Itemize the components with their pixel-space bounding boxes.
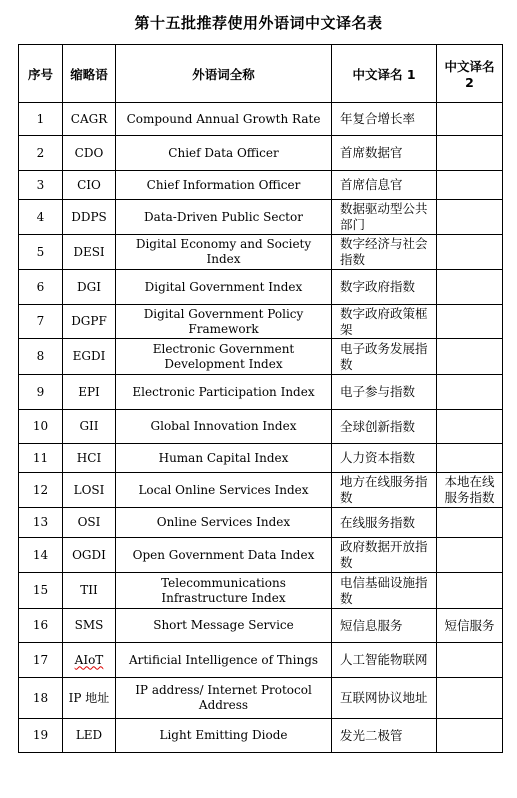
row-abbreviation: GII: [63, 410, 116, 444]
row-chinese-name-2: [437, 339, 503, 375]
row-chinese-name-2: [437, 719, 503, 753]
table-row: [19, 103, 503, 136]
row-chinese-name-1: 数字政府指数: [332, 270, 437, 305]
document-title: 第十五批推荐使用外语词中文译名表: [134, 14, 383, 32]
row-chinese-name-2: [437, 538, 503, 573]
table-row: [19, 678, 503, 719]
row-chinese-name-2: [437, 305, 503, 339]
table-row: [19, 270, 503, 305]
row-index: 1: [19, 103, 63, 136]
header-chinese-name-2: 中文译名 2: [437, 45, 503, 103]
row-index: 17: [19, 643, 63, 678]
header-abbr: 缩略语: [63, 45, 116, 103]
row-index: 2: [19, 136, 63, 171]
row-chinese-name-2: [437, 103, 503, 136]
row-full-name: Digital Government Policy Framework: [116, 305, 332, 339]
row-full-name: Online Services Index: [116, 508, 332, 538]
row-full-name: Local Online Services Index: [116, 473, 332, 508]
row-full-name: Global Innovation Index: [116, 410, 332, 444]
row-abbreviation: CAGR: [63, 103, 116, 136]
row-abbreviation: CIO: [63, 171, 116, 200]
row-index: 5: [19, 235, 63, 270]
header-chinese-name-1: 中文译名 1: [332, 45, 437, 103]
row-full-name: Artificial Intelligence of Things: [116, 643, 332, 678]
row-full-name: Digital Economy and Society Index: [116, 235, 332, 270]
table-row: [19, 538, 503, 573]
row-chinese-name-2: [437, 171, 503, 200]
row-chinese-name-1: 政府数据开放指数: [332, 538, 437, 573]
row-chinese-name-1: 短信息服务: [332, 609, 437, 643]
row-abbreviation: DDPS: [63, 200, 116, 235]
table-row: [19, 573, 503, 609]
table-row: [19, 339, 503, 375]
row-chinese-name-2: [437, 270, 503, 305]
row-chinese-name-2: [437, 375, 503, 410]
row-abbreviation: IP 地址: [63, 678, 116, 719]
row-full-name: Open Government Data Index: [116, 538, 332, 573]
row-index: 9: [19, 375, 63, 410]
row-chinese-name-2: 短信服务: [437, 609, 503, 643]
table-header-row: [19, 45, 503, 103]
row-abbreviation: CDO: [63, 136, 116, 171]
row-abbreviation: DGI: [63, 270, 116, 305]
row-abbreviation: DGPF: [63, 305, 116, 339]
row-chinese-name-2: [437, 235, 503, 270]
header-full-name: 外语词全称: [116, 45, 332, 103]
row-abbreviation: DESI: [63, 235, 116, 270]
row-chinese-name-1: 年复合增长率: [332, 103, 437, 136]
row-chinese-name-2: [437, 573, 503, 609]
row-chinese-name-1: 电子参与指数: [332, 375, 437, 410]
row-chinese-name-1: 数字政府政策框架: [332, 305, 437, 339]
row-full-name: Telecommunications Infrastructure Index: [116, 573, 332, 609]
row-chinese-name-2: [437, 678, 503, 719]
row-full-name: Digital Government Index: [116, 270, 332, 305]
row-chinese-name-2: [437, 444, 503, 473]
table-row: [19, 643, 503, 678]
row-chinese-name-2: [437, 200, 503, 235]
row-full-name: Chief Data Officer: [116, 136, 332, 171]
row-abbreviation: HCI: [63, 444, 116, 473]
row-abbreviation: LED: [63, 719, 116, 753]
row-abbreviation: EPI: [63, 375, 116, 410]
table-row: [19, 200, 503, 235]
row-index: 10: [19, 410, 63, 444]
row-chinese-name-2: [437, 643, 503, 678]
row-index: 7: [19, 305, 63, 339]
row-chinese-name-2: [437, 136, 503, 171]
row-abbreviation: TII: [63, 573, 116, 609]
table-row: [19, 375, 503, 410]
row-abbreviation: OSI: [63, 508, 116, 538]
table-row: [19, 473, 503, 508]
table-row: [19, 719, 503, 753]
row-chinese-name-1: 人工智能物联网: [332, 643, 437, 678]
row-chinese-name-1: 全球创新指数: [332, 410, 437, 444]
table-row: [19, 136, 503, 171]
row-index: 11: [19, 444, 63, 473]
table-row: [19, 235, 503, 270]
row-chinese-name-1: 电子政务发展指数: [332, 339, 437, 375]
row-index: 4: [19, 200, 63, 235]
row-full-name: Compound Annual Growth Rate: [116, 103, 332, 136]
row-index: 14: [19, 538, 63, 573]
row-abbreviation: LOSI: [63, 473, 116, 508]
row-chinese-name-1: 发光二极管: [332, 719, 437, 753]
row-full-name: Electronic Participation Index: [116, 375, 332, 410]
row-chinese-name-1: 电信基础设施指数: [332, 573, 437, 609]
table-row: [19, 444, 503, 473]
row-abbreviation: EGDI: [63, 339, 116, 375]
row-index: 3: [19, 171, 63, 200]
row-full-name: Data-Driven Public Sector: [116, 200, 332, 235]
row-chinese-name-2: [437, 410, 503, 444]
row-full-name: Short Message Service: [116, 609, 332, 643]
row-chinese-name-1: 人力资本指数: [332, 444, 437, 473]
row-index: 6: [19, 270, 63, 305]
row-chinese-name-1: 首席数据官: [332, 136, 437, 171]
row-index: 13: [19, 508, 63, 538]
row-abbreviation: OGDI: [63, 538, 116, 573]
row-full-name: Light Emitting Diode: [116, 719, 332, 753]
table-body: [19, 103, 503, 753]
row-index: 12: [19, 473, 63, 508]
row-index: 8: [19, 339, 63, 375]
row-chinese-name-2: [437, 508, 503, 538]
row-full-name: Chief Information Officer: [116, 171, 332, 200]
table-row: [19, 305, 503, 339]
row-abbreviation: AIoT: [63, 643, 116, 678]
row-abbreviation: SMS: [63, 609, 116, 643]
row-chinese-name-1: 在线服务指数: [332, 508, 437, 538]
table-row: [19, 410, 503, 444]
row-chinese-name-1: 数据驱动型公共部门: [332, 200, 437, 235]
translation-table: [18, 44, 503, 753]
row-chinese-name-2: 本地在线服务指数: [437, 473, 503, 508]
row-chinese-name-1: 地方在线服务指数: [332, 473, 437, 508]
row-full-name: Human Capital Index: [116, 444, 332, 473]
header-index: 序号: [19, 45, 63, 103]
table-row: [19, 609, 503, 643]
row-index: 16: [19, 609, 63, 643]
row-full-name: Electronic Government Development Index: [116, 339, 332, 375]
row-full-name: IP address/ Internet Protocol Address: [116, 678, 332, 719]
row-index: 19: [19, 719, 63, 753]
row-chinese-name-1: 数字经济与社会指数: [332, 235, 437, 270]
row-index: 18: [19, 678, 63, 719]
row-chinese-name-1: 首席信息官: [332, 171, 437, 200]
row-index: 15: [19, 573, 63, 609]
table-row: [19, 171, 503, 200]
row-chinese-name-1: 互联网协议地址: [332, 678, 437, 719]
table-row: [19, 508, 503, 538]
